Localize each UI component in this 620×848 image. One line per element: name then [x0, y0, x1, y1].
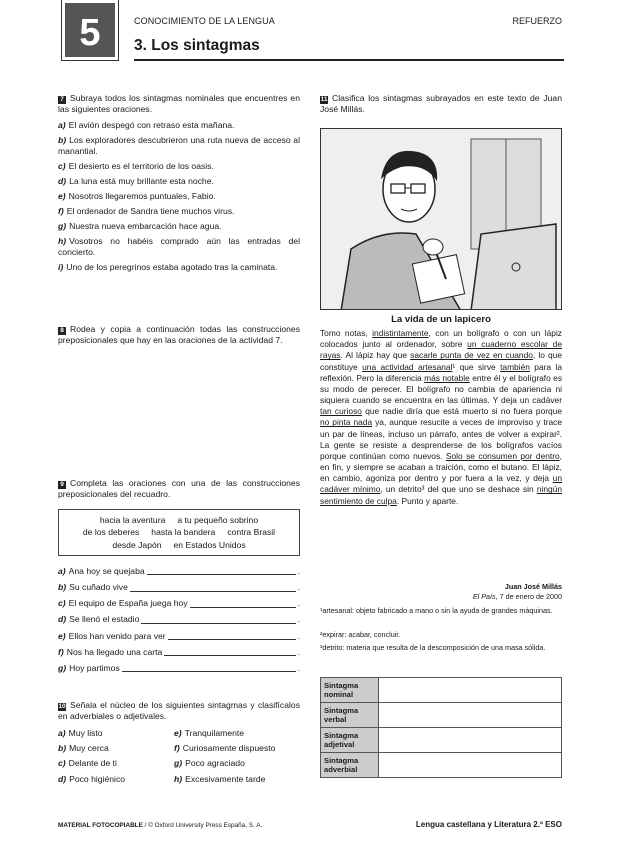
list-item — [58, 631, 300, 642]
exercise-10-grid — [58, 728, 300, 785]
exercise-7-instruction: 7 Subraya todos los sintagmas nominales que encuentres en las siguientes oraciones. — [58, 93, 300, 115]
item-letter: e) — [58, 630, 66, 641]
answer-cell[interactable] — [379, 753, 562, 778]
item-letter: d) — [58, 175, 67, 186]
exercise-7 — [58, 93, 300, 277]
list-item — [58, 236, 300, 259]
item-letter: e) — [58, 190, 66, 201]
item-letter: f) — [58, 646, 64, 657]
answer-blank[interactable] — [141, 623, 295, 624]
box-item: hasta la bandera — [151, 527, 216, 538]
table-row — [321, 753, 562, 778]
item-letter: b) — [58, 743, 67, 754]
section-label: CONOCIMIENTO DE LA LENGUA — [134, 16, 275, 26]
period: . — [297, 614, 300, 625]
exercise-8-instruction: 8 Rodea y copia a continuación todas las construcciones preposicionales que hay en las oraciones de la actividad 7. — [58, 324, 300, 346]
exercise-number: 11 — [320, 96, 328, 103]
item-letter: c) — [58, 758, 66, 769]
item-letter: h) — [58, 235, 67, 246]
exercise-number: 8 — [58, 327, 66, 335]
list-item — [174, 758, 300, 769]
footnote: ³detrito: materia que resulta de la descomposición de una masa sólida. — [320, 643, 546, 652]
list-item — [58, 221, 300, 232]
box-item: desde Japón — [112, 539, 162, 550]
list-item — [58, 206, 300, 217]
item-letter: h) — [174, 773, 183, 784]
item-text: Excesivamente tarde — [185, 773, 266, 784]
exercise-9 — [58, 478, 300, 679]
exercise-8 — [58, 324, 300, 347]
item-text: La luna está muy brillante esta noche. — [69, 175, 214, 186]
reading-text: Tomo notas, indistintamente, con un bolígrafo o con un lápiz colocados junto al ordenador, sobre un cuaderno escolar de rayas. Al lápiz hay que sacarle punta de vez en cuando, lo que constituye una actividad artesanal¹ que sirve también para la reflexión. Pero la diferencia más notable entre él y el bolígrafo es su modo de perecer. El bolígrafo no cambia de apariencia ni siquiera cuando se encuentra en las últimas. Y deja un cadáver tan curioso que nadie diría que está muerto si no fuera porque no pinta nada ya, aunque resucite a veces de improviso y trace un par de líneas, incluso un párrafo, antes de volver a expirar². La gente se resiste a desprenderse de los bolígrafos vacíos porque continúan como nuevos. Solo se consumen por dentro, en fin, y siempre se acaban a traición, como el butano. El lápiz, en cambio, agoniza por dentro y por fuera a la vez, y deja un cadáver mínimo, un detrito³ del que uno se deshace sin ningún sentimiento de culpa. Punto y aparte. — [320, 328, 563, 506]
exercise-10 — [58, 700, 300, 785]
item-letter: d) — [58, 614, 67, 625]
box-item: de los deberes — [82, 527, 140, 538]
list-item — [174, 743, 300, 754]
box-item: a tu pequeño sobrino — [177, 514, 259, 525]
reading-author: Juan José Millás — [504, 582, 562, 591]
list-item — [58, 728, 174, 739]
item-letter: d) — [58, 773, 67, 784]
item-letter: f) — [174, 743, 180, 754]
list-item — [58, 598, 300, 609]
footnote: ¹artesanal: objeto fabricado a mano o sin la ayuda de grandes máquinas. — [320, 606, 553, 615]
answer-blank[interactable] — [147, 574, 296, 575]
illustration-drawing — [321, 129, 562, 310]
exercise-11-instruction: 11 Clasifica los sintagmas subrayados en este texto de Juan José Millás. — [320, 93, 562, 115]
answer-blank[interactable] — [168, 639, 296, 640]
refuerzo-label: REFUERZO — [512, 16, 562, 26]
item-letter: e) — [174, 727, 182, 738]
item-text: Poco agraciado — [185, 758, 245, 769]
item-text: Nos ha llegado una carta — [66, 646, 163, 657]
item-letter: g) — [174, 758, 183, 769]
item-text: Muy cerca — [69, 743, 109, 754]
table-row-label: Sintagma adjetival — [321, 728, 379, 753]
table-row-label: Sintagma adverbial — [321, 753, 379, 778]
item-text: Muy listo — [68, 727, 103, 738]
table-row — [321, 678, 562, 703]
item-text: Se llenó el estadio — [69, 614, 140, 625]
list-item — [58, 743, 174, 754]
item-text: Delante de ti — [68, 758, 117, 769]
item-text: El ordenador de Sandra tiene muchos virus. — [66, 205, 235, 216]
footer-book: Lengua castellana y Literatura 2.º ESO — [415, 820, 562, 829]
list-item — [58, 135, 300, 158]
item-text: Los exploradores descubrieron una ruta nueva de acceso al manantial. — [58, 134, 300, 156]
box-item: en Estados Unidos — [173, 539, 246, 550]
item-letter: c) — [58, 598, 66, 609]
item-letter: g) — [58, 662, 67, 673]
answer-blank[interactable] — [122, 671, 296, 672]
item-letter: a) — [58, 727, 66, 738]
answer-cell[interactable] — [379, 703, 562, 728]
classification-table — [320, 677, 562, 778]
answer-cell[interactable] — [379, 728, 562, 753]
item-letter: c) — [58, 160, 66, 171]
footnote: ²expirar: acabar, concluir. — [320, 630, 401, 639]
exercise-9-instruction: 9 Completa las oraciones con una de las construcciones preposicionales del recuadro. — [58, 478, 300, 500]
list-item — [58, 774, 174, 785]
period: . — [297, 646, 300, 657]
list-item — [58, 663, 300, 674]
list-item — [58, 614, 300, 625]
reading-title: La vida de un lapicero — [391, 314, 491, 325]
answer-blank[interactable] — [164, 655, 295, 656]
item-text: Poco higiénico — [69, 773, 126, 784]
list-item — [58, 262, 300, 273]
item-letter: g) — [58, 220, 67, 231]
item-text: Tranquilamente — [184, 727, 245, 738]
list-item — [58, 176, 300, 187]
exercise-number: 9 — [58, 481, 66, 489]
period: . — [297, 598, 300, 609]
list-item — [58, 161, 300, 172]
list-item — [58, 582, 300, 593]
list-item — [58, 120, 300, 131]
list-item — [174, 728, 300, 739]
exercise-7-list — [58, 120, 300, 274]
item-text: Ellos han venido para ver — [68, 630, 166, 641]
unit-number: 5 — [62, 0, 118, 60]
list-item — [58, 566, 300, 577]
illustration-man-writing — [320, 128, 562, 310]
footer-copyright: MATERIAL FOTOCOPIABLE / © Oxford University Press España, S. A. — [58, 822, 263, 829]
period: . — [297, 566, 300, 577]
list-item — [58, 647, 300, 658]
item-text: Nosotros llegaremos puntuales, Fabio. — [68, 190, 216, 201]
item-letter: a) — [58, 119, 66, 130]
item-letter: b) — [58, 582, 67, 593]
period: . — [297, 630, 300, 641]
page-title: 3. Los sintagmas — [134, 37, 260, 54]
box-item: hacia la aventura — [99, 514, 166, 525]
table-row — [321, 728, 562, 753]
list-item — [58, 191, 300, 202]
word-box — [58, 509, 300, 556]
table-row-label: Sintagma nominal — [321, 678, 379, 703]
list-item — [58, 758, 174, 769]
item-text: El desierto es el territorio de los oasis. — [68, 160, 214, 171]
answer-blank[interactable] — [130, 591, 296, 592]
item-letter: f) — [58, 205, 64, 216]
box-item: contra Brasil — [227, 527, 276, 538]
table-row — [321, 703, 562, 728]
answer-cell[interactable] — [379, 678, 562, 703]
item-text: Nuestra nueva embarcación hace agua. — [69, 220, 222, 231]
exercise-number: 10 — [58, 703, 66, 710]
table-row-label: Sintagma verbal — [321, 703, 379, 728]
item-text: Hoy partimos — [69, 662, 120, 673]
exercise-9-list — [58, 566, 300, 674]
item-text: Uno de los peregrinos estaba agotado tras la caminata. — [66, 261, 278, 272]
item-text: El equipo de España juega hoy — [68, 598, 188, 609]
item-letter: a) — [58, 566, 66, 577]
exercise-number: 7 — [58, 96, 66, 104]
period: . — [297, 582, 300, 593]
item-text: Vosotros no habéis comprado aún las entradas del concierto. — [58, 235, 300, 257]
item-text: Curiosamente dispuesto — [182, 743, 276, 754]
item-text: Ana hoy se quejaba — [68, 566, 145, 577]
answer-blank[interactable] — [190, 607, 296, 608]
list-item — [174, 774, 300, 785]
item-text: Su cuñado vive — [69, 582, 128, 593]
exercise-11 — [320, 93, 562, 116]
reading-source: El País, 7 de enero de 2000 — [472, 592, 562, 601]
period: . — [297, 662, 300, 673]
item-letter: b) — [58, 134, 67, 145]
exercise-10-instruction: 10 Señala el núcleo de los siguientes sintagmas y clasifícalos en adverbiales o adjetivales. — [58, 700, 300, 722]
header-rule — [134, 59, 564, 61]
item-letter: i) — [58, 261, 64, 272]
item-text: El avión despegó con retraso esta mañana. — [68, 119, 235, 130]
